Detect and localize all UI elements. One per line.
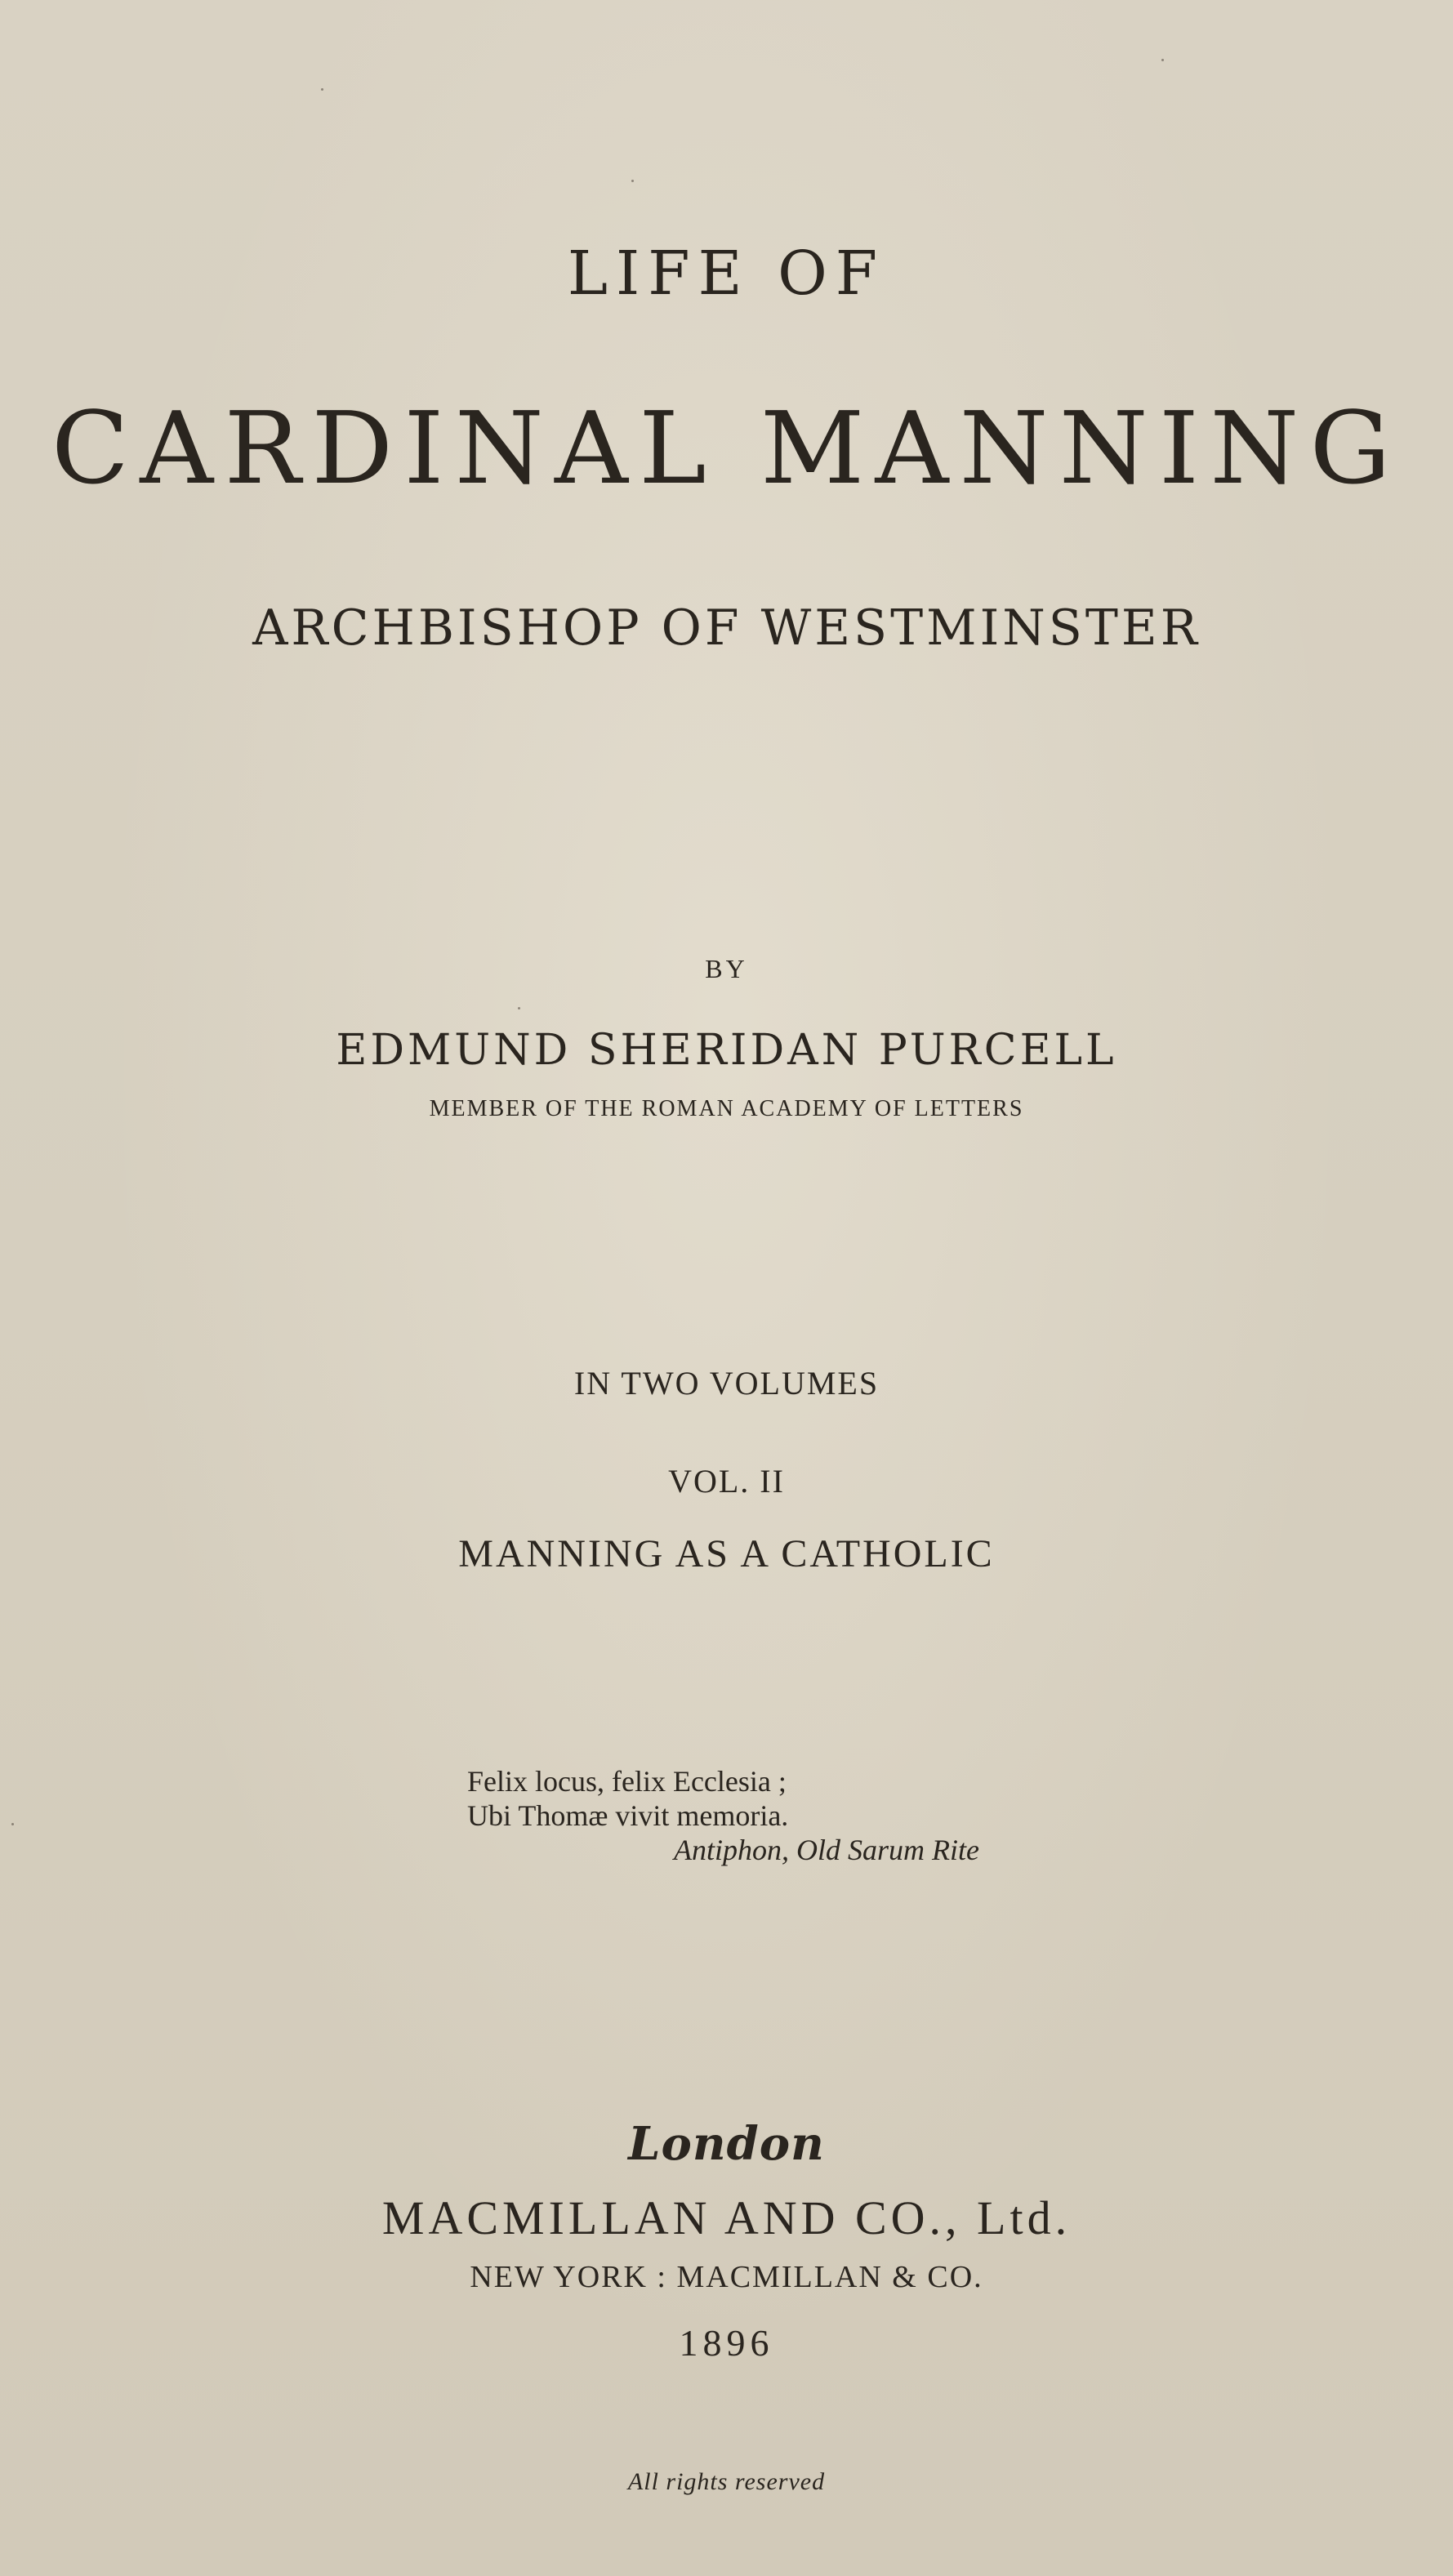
paper-speck — [518, 1007, 520, 1009]
epigraph-attribution: Antiphon, Old Sarum Rite — [674, 1834, 979, 1866]
paper-speck — [321, 88, 323, 91]
volume-number: VOL. II — [668, 1463, 785, 1500]
author-affiliation: MEMBER OF THE ROMAN ACADEMY OF LETTERS — [429, 1096, 1024, 1121]
volume-title: MANNING AS A CATHOLIC — [458, 1532, 995, 1575]
epigraph-line-1: Felix locus, felix Ecclesia ; — [467, 1765, 787, 1798]
publication-year: 1896 — [679, 2322, 774, 2364]
publisher: MACMILLAN AND CO., Ltd. — [381, 2191, 1072, 2244]
by-label: BY — [705, 954, 748, 983]
paper-speck — [1161, 59, 1164, 61]
paper-speck — [11, 1823, 14, 1825]
rights-notice: All rights reserved — [627, 2468, 826, 2495]
book-subtitle: ARCHBISHOP OF WESTMINSTER — [252, 599, 1201, 657]
epigraph-line-2: Ubi Thomæ vivit memoria. — [467, 1799, 789, 1832]
book-title: CARDINAL MANNING — [51, 390, 1402, 506]
publisher-new-york: NEW YORK : MACMILLAN & CO. — [470, 2260, 983, 2294]
paper-speck — [631, 180, 634, 182]
title-prefix: LIFE OF — [567, 238, 886, 309]
author-name: EDMUND SHERIDAN PURCELL — [336, 1026, 1117, 1075]
epigraph — [467, 1764, 979, 1867]
volume-count: IN TWO VOLUMES — [573, 1365, 880, 1402]
publication-city: London — [628, 2117, 825, 2171]
